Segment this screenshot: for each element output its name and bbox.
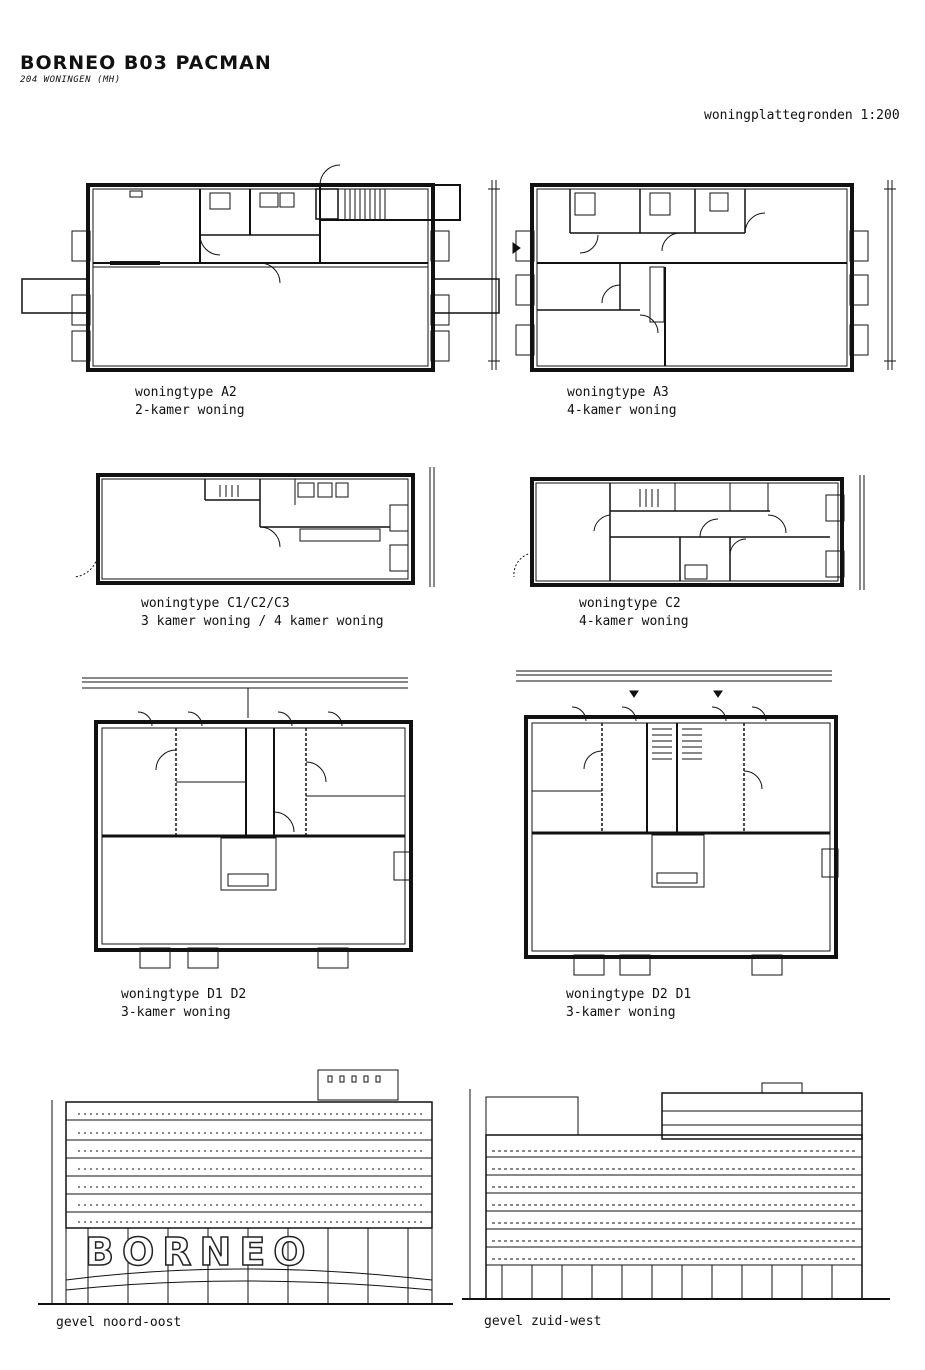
elevation-zuid-west — [462, 1075, 894, 1310]
plan-d1-d2-type: woningtype D1 D2 — [121, 987, 247, 1002]
floorplan-c1-c2-c3 — [70, 465, 450, 595]
plan-d2-d1-type: woningtype D2 D1 — [566, 987, 692, 1002]
page-subtitle: 204 WONINGEN (MH) — [20, 75, 121, 85]
floorplan-d1-d2 — [78, 672, 418, 977]
plan-c2-desc: 4-kamer woning — [579, 614, 689, 629]
plan-c2-type: woningtype C2 — [579, 596, 681, 611]
plan-c1-c2-c3-desc: 3 kamer woning / 4 kamer woning — [141, 614, 384, 629]
floorplan-d2-d1 — [512, 665, 852, 970]
elevation-signage: BORNEO — [85, 1230, 314, 1274]
plan-d1-d2-desc: 3-kamer woning — [121, 1005, 231, 1020]
page-title: BORNEO B03 PACMAN — [20, 52, 272, 74]
scale-label: woningplattegronden 1:200 — [704, 108, 900, 123]
plan-c1-c2-c3-type: woningtype C1/C2/C3 — [141, 596, 290, 611]
floorplan-a3 — [510, 175, 905, 375]
floorplan-c2 — [510, 465, 880, 595]
plan-a3-desc: 4-kamer woning — [567, 403, 677, 418]
plan-d2-d1-desc: 3-kamer woning — [566, 1005, 676, 1020]
plan-a2-type: woningtype A2 — [135, 385, 237, 400]
plan-a3-type: woningtype A3 — [567, 385, 669, 400]
plan-a2-desc: 2-kamer woning — [135, 403, 245, 418]
elevation-zuid-west-label: gevel zuid-west — [484, 1314, 602, 1329]
floorplan-a2 — [20, 175, 490, 375]
elevation-noord-oost-label: gevel noord-oost — [56, 1315, 182, 1330]
